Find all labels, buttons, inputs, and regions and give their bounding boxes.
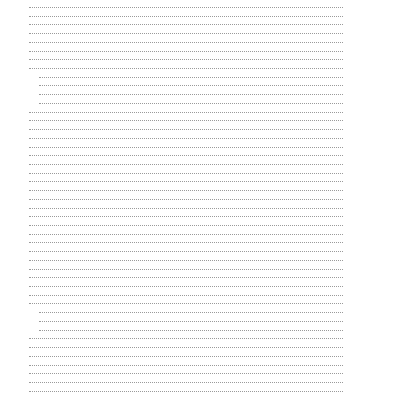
toc-entry[interactable] (26, 108, 360, 116)
toc-dot-leader (29, 67, 343, 69)
toc-dot-leader (29, 337, 343, 339)
toc-entry[interactable] (26, 361, 360, 369)
toc-dot-leader (29, 23, 343, 25)
toc-dot-leader (29, 302, 343, 304)
toc-entry[interactable] (26, 143, 360, 151)
toc-dot-leader (29, 111, 343, 113)
toc-entry[interactable] (26, 238, 360, 246)
toc-entry[interactable] (26, 378, 360, 386)
toc-dot-leader (29, 294, 343, 296)
toc-dot-leader (29, 180, 343, 182)
toc-entry[interactable] (26, 334, 360, 342)
toc-entry[interactable] (26, 195, 360, 203)
toc-entry[interactable] (36, 326, 360, 334)
toc-entry[interactable] (26, 29, 360, 37)
toc-entry[interactable] (26, 230, 360, 238)
toc-dot-leader (29, 372, 343, 374)
toc-entry[interactable] (26, 265, 360, 273)
toc-dot-leader (39, 320, 343, 322)
toc-entry[interactable] (26, 387, 360, 395)
toc-dot-leader (29, 364, 343, 366)
toc-dot-leader (29, 172, 343, 174)
toc-entry[interactable] (26, 204, 360, 212)
toc-dot-leader (29, 259, 343, 261)
toc-dot-leader (39, 102, 343, 104)
toc-dot-leader (29, 276, 343, 278)
toc-dot-leader (29, 41, 343, 43)
toc-entry[interactable] (36, 81, 360, 89)
toc-dot-leader (39, 329, 343, 331)
toc-entry[interactable] (26, 186, 360, 194)
toc-entry[interactable] (26, 247, 360, 255)
toc-entry[interactable] (26, 3, 360, 11)
toc-entry[interactable] (26, 134, 360, 142)
toc-dot-leader (29, 50, 343, 52)
toc-entry[interactable] (26, 291, 360, 299)
toc-entry[interactable] (26, 151, 360, 159)
toc-dot-leader (29, 207, 343, 209)
toc-entry[interactable] (26, 177, 360, 185)
toc-dot-leader (29, 233, 343, 235)
toc-dot-leader (39, 76, 343, 78)
toc-dot-leader (39, 84, 343, 86)
toc-dot-leader (29, 119, 343, 121)
toc-dot-leader (29, 6, 343, 8)
toc-entry[interactable] (26, 38, 360, 46)
toc-entry[interactable] (26, 299, 360, 307)
toc-entry[interactable] (26, 256, 360, 264)
toc-entry[interactable] (36, 317, 360, 325)
toc-entry[interactable] (26, 169, 360, 177)
toc-entry[interactable] (36, 99, 360, 107)
toc-entry[interactable] (26, 160, 360, 168)
toc-dot-leader (29, 355, 343, 357)
toc-dot-leader (29, 198, 343, 200)
toc-entry[interactable] (26, 343, 360, 351)
toc-entry[interactable] (26, 55, 360, 63)
toc-dot-leader (29, 268, 343, 270)
toc-dot-leader (29, 346, 343, 348)
toc-dot-leader (29, 390, 343, 392)
toc-entry[interactable] (26, 47, 360, 55)
toc-entry[interactable] (26, 352, 360, 360)
toc-entry[interactable] (26, 282, 360, 290)
toc-entry[interactable] (26, 221, 360, 229)
toc-dot-leader (29, 285, 343, 287)
toc-entry[interactable] (26, 116, 360, 124)
toc-dot-leader (29, 146, 343, 148)
toc-dot-leader (29, 215, 343, 217)
toc-dot-leader (29, 58, 343, 60)
toc-dot-leader (29, 137, 343, 139)
toc-entry[interactable] (26, 369, 360, 377)
toc-dot-leader (39, 93, 343, 95)
toc-entry[interactable] (26, 273, 360, 281)
toc-dot-leader (29, 154, 343, 156)
toc-dot-leader (29, 189, 343, 191)
toc-entry[interactable] (26, 212, 360, 220)
toc-entry[interactable] (26, 125, 360, 133)
toc-entry[interactable] (36, 73, 360, 81)
toc-dot-leader (29, 381, 343, 383)
toc-entry[interactable] (36, 308, 360, 316)
toc-dot-leader (29, 224, 343, 226)
toc-dot-leader (29, 32, 343, 34)
toc-entry[interactable] (26, 20, 360, 28)
toc-dot-leader (39, 311, 343, 313)
toc-dot-leader (29, 163, 343, 165)
toc-dot-leader (29, 15, 343, 17)
toc-entry[interactable] (26, 64, 360, 72)
toc-entry[interactable] (26, 12, 360, 20)
toc-dot-leader (29, 128, 343, 130)
toc-entry[interactable] (36, 90, 360, 98)
toc-dot-leader (29, 250, 343, 252)
toc-dot-leader (29, 241, 343, 243)
